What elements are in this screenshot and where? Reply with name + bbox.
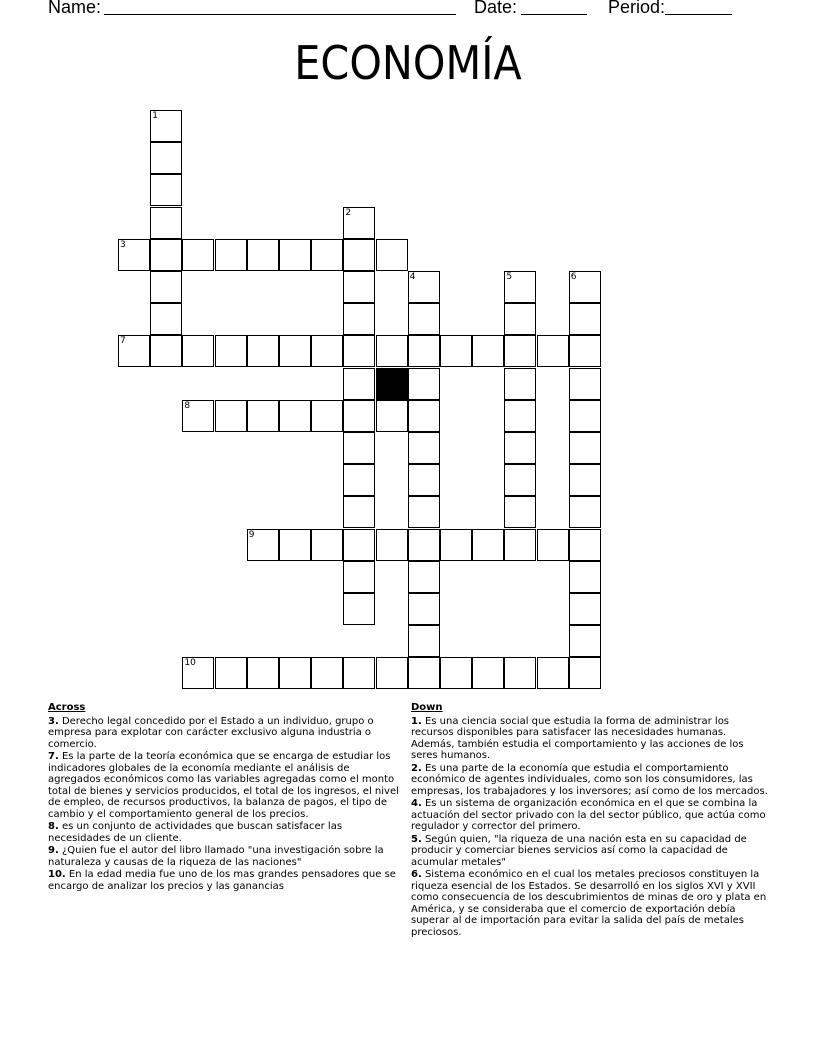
crossword-cell[interactable] <box>408 400 440 432</box>
crossword-cell[interactable] <box>311 400 343 432</box>
crossword-cell[interactable] <box>376 657 408 689</box>
crossword-cell[interactable] <box>150 335 182 367</box>
crossword-cell[interactable] <box>569 529 601 561</box>
crossword-cell[interactable] <box>472 335 504 367</box>
clue-text: Derecho legal concedido por el Estado a un individuo, grupo o empresa para explotar con carácter exclusivo alguna industria o comercio. <box>48 715 374 750</box>
down-clue <box>411 798 771 833</box>
clue-number: 4. <box>411 798 422 809</box>
down-clues <box>411 702 771 939</box>
clue-number: 6. <box>411 869 422 880</box>
crossword-cell[interactable] <box>343 239 375 271</box>
crossword-cell[interactable] <box>247 239 279 271</box>
crossword-cell[interactable] <box>343 496 375 528</box>
across-clue <box>48 845 400 868</box>
crossword-cell[interactable] <box>247 657 279 689</box>
down-clue <box>411 834 771 869</box>
crossword-cell[interactable] <box>311 657 343 689</box>
crossword-cell[interactable] <box>279 529 311 561</box>
crossword-cell[interactable] <box>569 561 601 593</box>
cell-number: 8 <box>184 400 191 411</box>
crossword-cell[interactable] <box>408 335 440 367</box>
across-clues <box>48 702 400 893</box>
clue-text: Según quien, "la riqueza de una nación esta en su capacidad de producir y comerciar bienes servicios así como la capacidad de acumular metales" <box>411 833 747 868</box>
clue-number: 2. <box>411 762 422 774</box>
down-clue <box>411 716 771 762</box>
cell-number: 1 <box>152 111 158 121</box>
crossword-cell[interactable] <box>408 561 440 593</box>
crossword-cell[interactable] <box>440 529 472 561</box>
crossword-cell[interactable] <box>215 400 247 432</box>
across-clue <box>48 751 400 820</box>
crossword-cell[interactable] <box>182 657 214 689</box>
clue-number: 5. <box>411 833 422 845</box>
crossword-cell[interactable] <box>408 496 440 528</box>
crossword-cell[interactable] <box>569 593 601 625</box>
crossword-cell[interactable] <box>408 657 440 689</box>
crossword-cell[interactable] <box>150 142 182 174</box>
crossword-cell[interactable] <box>118 239 150 271</box>
crossword-cell[interactable] <box>472 529 504 561</box>
crossword-cell[interactable] <box>182 239 214 271</box>
crossword-cell[interactable] <box>569 335 601 367</box>
crossword-cell[interactable] <box>343 368 375 400</box>
crossword-cell[interactable] <box>408 271 440 303</box>
crossword-cell[interactable] <box>215 239 247 271</box>
crossword-cell[interactable] <box>376 335 408 367</box>
crossword-cell[interactable] <box>343 303 375 335</box>
crossword-cell[interactable] <box>150 239 182 271</box>
blocked-cell <box>376 368 408 400</box>
clue-number: 9. <box>48 845 59 856</box>
crossword-cell[interactable] <box>150 110 182 142</box>
crossword-cell[interactable] <box>343 335 375 367</box>
crossword-cell[interactable] <box>376 239 408 271</box>
across-clue-list <box>48 716 400 893</box>
crossword-cell[interactable] <box>408 303 440 335</box>
crossword-cell[interactable] <box>150 303 182 335</box>
crossword-cell[interactable] <box>311 335 343 367</box>
crossword-cell[interactable] <box>215 657 247 689</box>
cell-number: 10 <box>184 658 196 669</box>
crossword-cell[interactable] <box>504 335 536 367</box>
crossword-cell[interactable] <box>311 529 343 561</box>
crossword-cell[interactable] <box>279 335 311 367</box>
down-clue <box>411 763 771 798</box>
crossword-cell[interactable] <box>279 239 311 271</box>
crossword-cell[interactable] <box>343 271 375 303</box>
crossword-cell[interactable] <box>343 400 375 432</box>
crossword-cell[interactable] <box>504 368 536 400</box>
crossword-cell[interactable] <box>504 464 536 496</box>
crossword-cell[interactable] <box>247 400 279 432</box>
down-clue-list <box>411 716 771 939</box>
crossword-cell[interactable] <box>343 561 375 593</box>
cell-number: 5 <box>506 272 513 282</box>
crossword-cell[interactable] <box>343 657 375 689</box>
crossword-cell[interactable] <box>118 335 150 367</box>
crossword-cell[interactable] <box>150 207 182 239</box>
clue-text: Es la parte de la teoría económica que se encarga de estudiar los indicadores globales de la economía mediante el análisis de agregados económicos como las variables agregadas como el monto total de bienes y servicios producidos, el total de los ingresos, el nivel de empleo, de recursos productivos, la balanza de pagos, el tipo de cambio y el comportamiento general de los precios. <box>48 751 399 820</box>
clue-number: 3. <box>48 715 59 727</box>
cell-number: 6 <box>570 272 577 282</box>
across-clue <box>48 869 400 892</box>
crossword-cell[interactable] <box>150 174 182 206</box>
clue-text: Sistema económico en el cual los metales preciosos constituyen la riqueza esencial de los Estados. Se desarrolló en los siglos XVI y XVII como consecuencia de los descubrimientos de minas de oro y plata en América, y se consideraba que el comercio de exportación debía superar al de importación para evitar la salida del país de metales preciosos. <box>411 869 767 938</box>
crossword-cell[interactable] <box>504 303 536 335</box>
down-heading: Down <box>411 702 443 713</box>
crossword-cell[interactable] <box>215 335 247 367</box>
across-heading: Across <box>48 702 86 713</box>
crossword-cell[interactable] <box>569 400 601 432</box>
crossword-cell[interactable] <box>569 625 601 657</box>
crossword-cell[interactable] <box>504 271 536 303</box>
across-clue <box>48 716 400 751</box>
down-clue <box>411 869 771 938</box>
crossword-cell[interactable] <box>504 496 536 528</box>
crossword-cell[interactable] <box>569 303 601 335</box>
crossword-cell[interactable] <box>343 207 375 239</box>
clue-number: 7. <box>48 751 59 762</box>
crossword-cell[interactable] <box>537 335 569 367</box>
crossword-cell[interactable] <box>440 335 472 367</box>
clue-text: ¿Quien fue el autor del libro llamado "una investigación sobre la naturaleza y causas de la riqueza de las naciones" <box>48 845 384 868</box>
date-label: Date: <box>474 0 518 17</box>
cell-number: 9 <box>248 529 255 540</box>
crossword-cell[interactable] <box>343 529 375 561</box>
clue-text: Es un sistema de organización económica en el que se combina la actuación del sector privado con la del sector público, que actúa como regulador y corrector del primero. <box>411 798 766 832</box>
clue-text: En la edad media fue uno de los mas grandes pensadores que se encargo de analizar los precios y las ganancias <box>48 869 396 892</box>
crossword-cell[interactable] <box>569 496 601 528</box>
clue-text: es un conjunto de actividades que buscan satisfacer las necesidades de un cliente. <box>48 821 343 844</box>
crossword-cell[interactable] <box>569 271 601 303</box>
crossword-cell[interactable] <box>279 657 311 689</box>
across-clue <box>48 821 400 844</box>
clue-number: 10. <box>48 869 66 880</box>
crossword-cell[interactable] <box>311 239 343 271</box>
crossword-cell[interactable] <box>504 529 536 561</box>
crossword-cell[interactable] <box>408 432 440 464</box>
cell-number: 3 <box>120 239 126 250</box>
crossword-cell[interactable] <box>569 464 601 496</box>
crossword-cell[interactable] <box>247 335 279 367</box>
crossword-cell[interactable] <box>408 529 440 561</box>
crossword-cell[interactable] <box>247 529 279 561</box>
crossword-cell[interactable] <box>343 593 375 625</box>
crossword-cell[interactable] <box>569 432 601 464</box>
crossword-cell[interactable] <box>343 464 375 496</box>
crossword-cell[interactable] <box>472 657 504 689</box>
name-label: Name: <box>48 0 102 17</box>
crossword-cell[interactable] <box>569 657 601 689</box>
crossword-cell[interactable] <box>150 271 182 303</box>
crossword-cell[interactable] <box>376 529 408 561</box>
crossword-cell[interactable] <box>408 368 440 400</box>
crossword-cell[interactable] <box>408 464 440 496</box>
crossword-cell[interactable] <box>504 432 536 464</box>
crossword-cell[interactable] <box>279 400 311 432</box>
clue-text: Es una ciencia social que estudia la forma de administrar los recursos disponibles para satisfacer las necesidades humanas. Además, también estudia el comportamiento y las acciones de los seres humanos. <box>411 715 744 761</box>
crossword-cell[interactable] <box>343 432 375 464</box>
clue-text: Es una parte de la economía que estudia el comportamiento económico de agentes individuales, como son los consumidores, las empresas, los trabajadores y los inversores; así como de los mercados. <box>411 762 768 797</box>
crossword-cell[interactable] <box>408 625 440 657</box>
cell-number: 7 <box>120 336 126 347</box>
cell-number: 4 <box>409 272 416 282</box>
clue-number: 1. <box>411 715 422 727</box>
crossword-cell[interactable] <box>537 529 569 561</box>
crossword-cell[interactable] <box>537 657 569 689</box>
period-label: Period: <box>608 0 666 17</box>
crossword-cell[interactable] <box>569 368 601 400</box>
crossword-cell[interactable] <box>376 400 408 432</box>
clue-number: 8. <box>48 821 59 832</box>
crossword-cell[interactable] <box>440 657 472 689</box>
crossword-cell[interactable] <box>504 657 536 689</box>
crossword-cell[interactable] <box>182 335 214 367</box>
crossword-cell[interactable] <box>182 400 214 432</box>
page-title: ECONOMÍA <box>294 36 522 90</box>
cell-number: 2 <box>345 207 352 218</box>
crossword-cell[interactable] <box>504 400 536 432</box>
crossword-cell[interactable] <box>408 593 440 625</box>
